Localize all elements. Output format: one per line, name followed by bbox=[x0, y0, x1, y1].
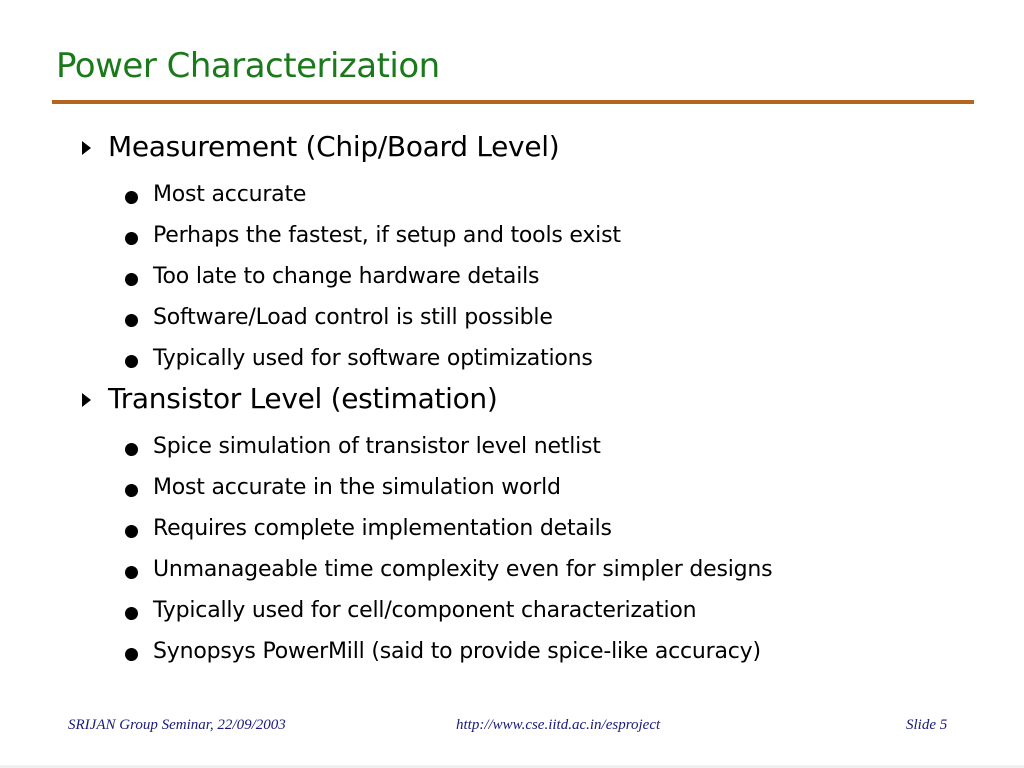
slide-number: Slide 5 bbox=[906, 717, 948, 733]
filled-circle-icon bbox=[125, 443, 138, 456]
triangle-right-icon bbox=[82, 141, 91, 155]
list-item bbox=[0, 507, 1024, 548]
section-label: Measurement (Chip/Board Level) bbox=[108, 130, 560, 163]
list-item-text: Requires complete implementation details bbox=[153, 516, 612, 541]
footer-seminar-info: SRIJAN Group Seminar, 22/09/2003 bbox=[68, 717, 286, 733]
list-item-text: Synopsys PowerMill (said to provide spice-like accuracy) bbox=[153, 639, 761, 664]
list-item bbox=[0, 255, 1024, 296]
list-item-text: Typically used for cell/component characterization bbox=[153, 598, 697, 623]
list-item-text: Unmanageable time complexity even for simpler designs bbox=[153, 557, 773, 582]
list-item bbox=[0, 425, 1024, 466]
filled-circle-icon bbox=[125, 355, 138, 368]
filled-circle-icon bbox=[125, 314, 138, 327]
triangle-right-icon bbox=[82, 393, 91, 407]
list-item-text: Most accurate bbox=[153, 182, 307, 207]
filled-circle-icon bbox=[125, 273, 138, 286]
list-item-text: Most accurate in the simulation world bbox=[153, 475, 561, 500]
list-item-text: Spice simulation of transistor level netlist bbox=[153, 434, 601, 459]
list-item bbox=[0, 214, 1024, 255]
title-divider bbox=[52, 100, 974, 104]
list-item bbox=[0, 466, 1024, 507]
list-item bbox=[0, 548, 1024, 589]
filled-circle-icon bbox=[125, 648, 138, 661]
list-item-text: Software/Load control is still possible bbox=[153, 305, 553, 330]
list-item bbox=[0, 337, 1024, 378]
footer-project-url: http://www.cse.iitd.ac.in/esproject bbox=[456, 717, 661, 733]
list-item bbox=[0, 589, 1024, 630]
list-item bbox=[0, 173, 1024, 214]
list-item-text: Typically used for software optimizations bbox=[153, 346, 593, 371]
filled-circle-icon bbox=[125, 607, 138, 620]
slide-content bbox=[0, 126, 1024, 671]
list-item-text: Too late to change hardware details bbox=[153, 264, 540, 289]
filled-circle-icon bbox=[125, 484, 138, 497]
section-measurement bbox=[0, 126, 1024, 173]
filled-circle-icon bbox=[125, 232, 138, 245]
filled-circle-icon bbox=[125, 566, 138, 579]
list-item-text: Perhaps the fastest, if setup and tools exist bbox=[153, 223, 621, 248]
filled-circle-icon bbox=[125, 191, 138, 204]
section-transistor-level bbox=[0, 378, 1024, 425]
slide-title: Power Characterization bbox=[56, 46, 440, 86]
section-label: Transistor Level (estimation) bbox=[108, 382, 498, 415]
filled-circle-icon bbox=[125, 525, 138, 538]
list-item bbox=[0, 296, 1024, 337]
list-item bbox=[0, 630, 1024, 671]
